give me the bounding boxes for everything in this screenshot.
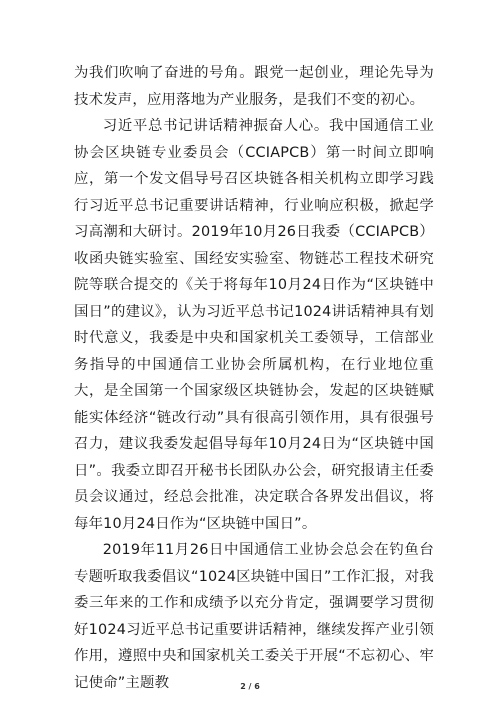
page-number: 2 / 6: [240, 682, 260, 691]
document-body: [74, 60, 434, 696]
paragraph-continuation: 为我们吹响了奋进的号角。跟党一起创业，理论先导为技术发声，应用落地为产业服务，是我们不变的初心。: [74, 65, 434, 108]
paragraph-cciapcb-response: 习近平总书记讲话精神振奋人心。我中国通信工业协会区块链专业委员会（CCIAPCB）第一时间立即响应，第一个发文倡导号召区块链各相关机构立即学习践行习近平总书记重要讲话精神，行业响应积极，掀起学习高潮和大研讨。2019年10月26日我委（CCIAPCB）收函央链实验室、国经安实验室、物链芯工程技术研究院等联合提交的《关于将每年10月24日作为“区块链中国日”的建议》，认为习近平总书记1024讲话精神具有划时代意义，我委是中央和国家机关工委领导，工信部业务指导的中国通信工业协会所属机构，在行业地位重大，是全国第一个国家级区块链协会，发起的区块链赋能实体经济“链改行动”具有很高引领作用，具有很强号召力，建议我委发起倡导每年10月24日为“区块链中国日”。我委立即召开秘书长团队办公会，研究报请主任委员会议通过，经总会批准，决定联合各界发出倡议，将每年10月24日作为“区块链中国日”。: [74, 118, 434, 532]
paragraph-work-report: 2019年11月26日中国通信工业协会总会在钓鱼台专题听取我委倡议“1024区块链中国日”工作汇报，对我委三年来的工作和成绩予以充分肯定，强调要学习贯彻好1024习近平总书记重要讲话精神，继续发挥产业引领作用，遵照中央和国家机关工委关于开展“不忘初心、牢记使命”主题教: [74, 542, 434, 691]
